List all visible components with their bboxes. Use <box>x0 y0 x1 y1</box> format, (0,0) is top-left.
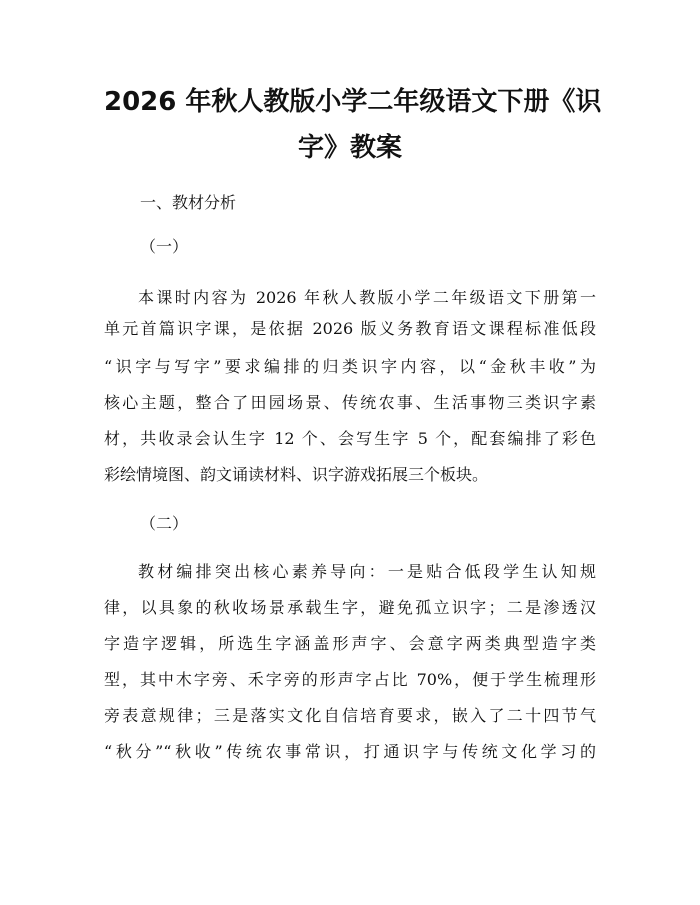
paragraph-2-line-6: “秋分”“秋收”传统农事常识，打通识字与传统文化学习的 <box>104 742 596 761</box>
subsection-label-2: （二） <box>140 514 189 533</box>
paragraph-2-line-5: 旁表意规律；三是落实文化自信培育要求，嵌入了二十四节气 <box>104 706 596 725</box>
paragraph-1-line-2: 单元首篇识字课，是依据 2026 版义务教育语文课程标准低段 <box>104 319 596 338</box>
document-title-line-1: 2026 年秋人教版小学二年级语文下册《识 <box>104 87 602 117</box>
paragraph-1-line-1: 本课时内容为 2026 年秋人教版小学二年级语文下册第一 <box>138 288 596 307</box>
paragraph-1-line-6: 彩绘情境图、韵文诵读材料、识字游戏拓展三个板块。 <box>104 465 489 484</box>
paragraph-2-line-3: 字造字逻辑，所选生字涵盖形声字、会意字两类典型造字类 <box>104 634 596 653</box>
document-title-line-2: 字》教案 <box>297 133 402 163</box>
section-heading: 一、教材分析 <box>140 193 237 212</box>
paragraph-1-line-4: 核心主题，整合了田园场景、传统农事、生活事物三类识字素 <box>104 393 596 412</box>
paragraph-1-line-5: 材，共收录会认生字 12 个、会写生字 5 个，配套编排了彩色 <box>104 429 596 448</box>
paragraph-1-line-3: “识字与写字”要求编排的归类识字内容，以“金秋丰收”为 <box>104 357 596 376</box>
paragraph-2-line-1: 教材编排突出核心素养导向：一是贴合低段学生认知规 <box>138 562 596 581</box>
paragraph-2-line-2: 律，以具象的秋收场景承载生字，避免孤立识字；二是渗透汉 <box>104 598 596 617</box>
paragraph-2-line-4: 型，其中木字旁、禾字旁的形声字占比 70%，便于学生梳理形 <box>104 670 596 689</box>
subsection-label-1: （一） <box>140 237 189 256</box>
